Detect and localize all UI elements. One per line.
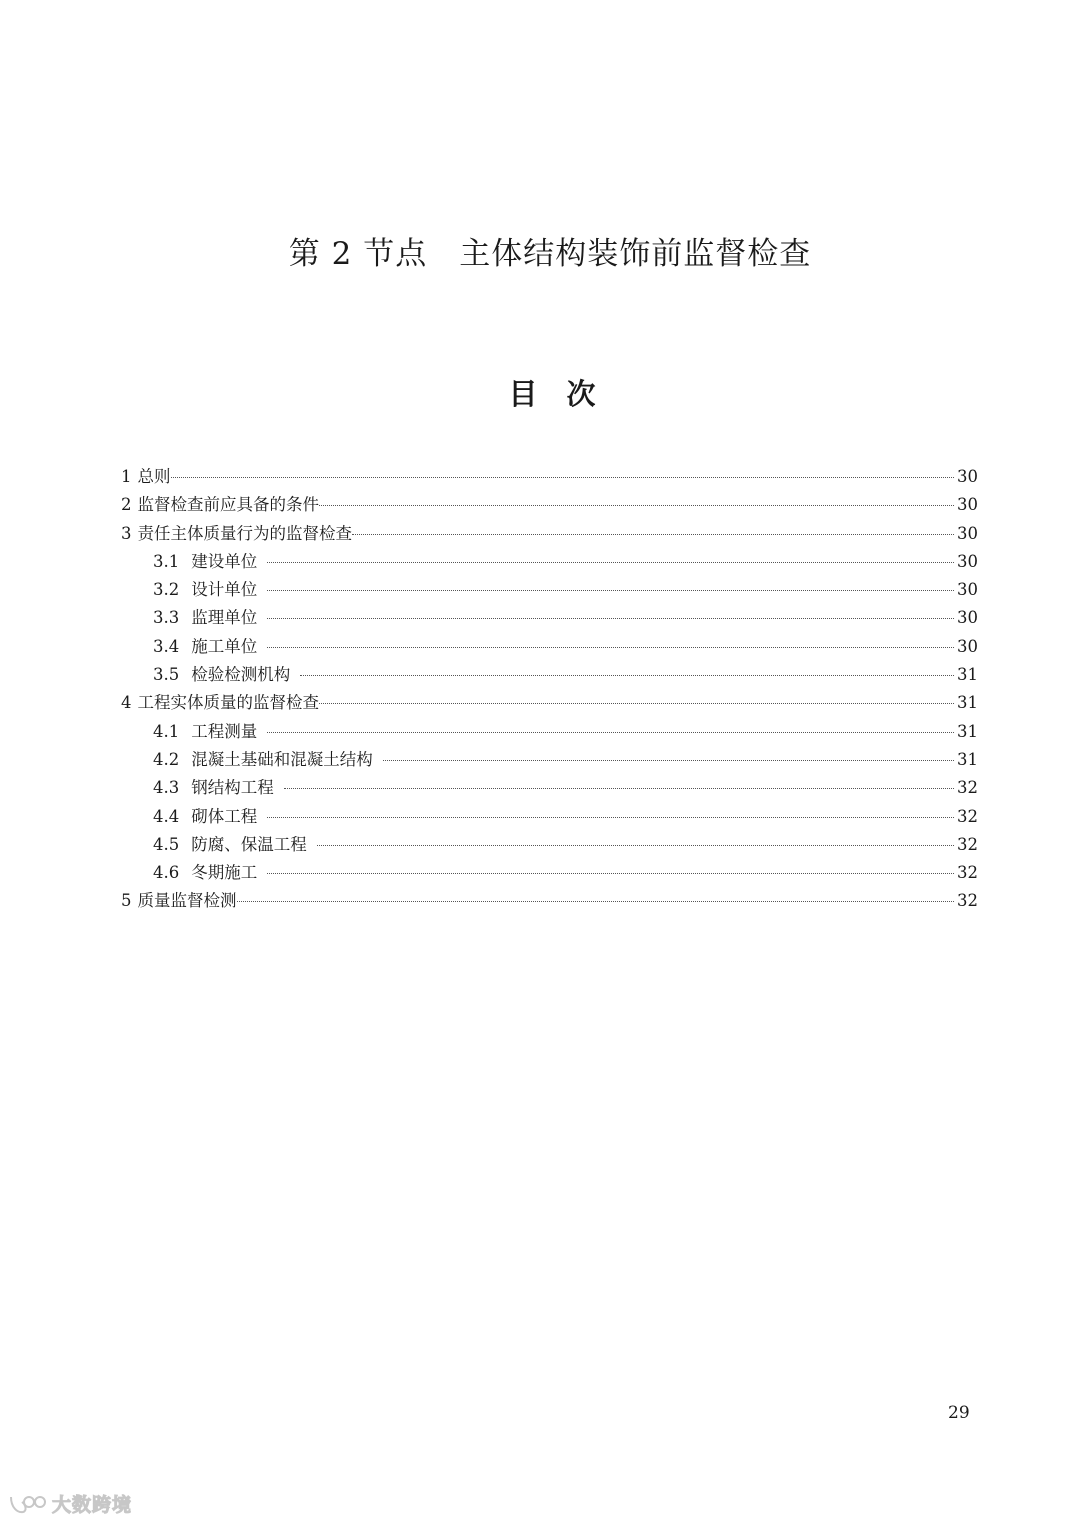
toc-leader-dots — [317, 845, 954, 846]
toc-entry[interactable] — [121, 463, 978, 491]
toc-entry-title: 砌体工程 — [191, 806, 258, 826]
toc-entry-number: 3 — [121, 523, 132, 543]
watermark — [8, 1490, 132, 1517]
toc-entry-page: 30 — [957, 636, 978, 656]
toc-entry-page: 30 — [957, 495, 978, 515]
toc-leader-dots — [300, 675, 954, 676]
toc-entry-title: 钢结构工程 — [191, 778, 274, 798]
toc-leader-dots — [267, 590, 954, 591]
toc-entry-title: 总则 — [137, 467, 171, 486]
toc-entry-title: 防腐、保温工程 — [191, 834, 307, 854]
toc-entry-page: 31 — [957, 665, 978, 685]
toc-entry[interactable] — [121, 576, 978, 604]
toc-entry[interactable] — [121, 774, 978, 802]
toc-entry-number: 4.5 — [153, 834, 180, 854]
toc-entry-title: 冬期施工 — [191, 863, 258, 883]
toc-entry[interactable] — [121, 859, 978, 887]
toc-leader-dots — [267, 562, 954, 563]
toc-leader-dots — [237, 901, 955, 902]
toc-entry-number: 5 — [121, 891, 132, 911]
toc-entry-number: 2 — [121, 495, 132, 515]
toc-entry-title: 监督检查前应具备的条件 — [137, 495, 319, 515]
toc-entry-title: 施工单位 — [191, 636, 258, 656]
toc-entry-title: 工程实体质量的监督检查 — [137, 693, 319, 713]
toc-entry[interactable] — [121, 831, 978, 859]
toc-leader-dots — [171, 477, 955, 478]
toc-entry-page: 32 — [957, 863, 978, 883]
toc-entry[interactable] — [121, 548, 978, 576]
toc-entry-page: 30 — [957, 523, 978, 543]
toc-entry-page: 31 — [957, 693, 978, 713]
toc-leader-dots — [267, 618, 954, 619]
toc-entry-page: 30 — [957, 580, 978, 600]
toc-entry[interactable] — [121, 604, 978, 632]
toc-entry[interactable] — [121, 803, 978, 831]
toc-leader-dots — [267, 732, 954, 733]
toc-leader-dots — [319, 505, 954, 506]
toc-entry-number: 4.4 — [153, 806, 180, 826]
toc-heading: 目 次 — [508, 377, 596, 411]
toc-entry-page: 32 — [957, 834, 978, 854]
wechat-channel-logo-icon — [8, 1493, 48, 1515]
toc-entry-title: 质量监督检测 — [137, 891, 237, 911]
toc-leader-dots — [284, 788, 954, 789]
toc-entry[interactable] — [121, 661, 978, 689]
toc-leader-dots — [267, 647, 954, 648]
toc-entry-number: 4.6 — [153, 863, 180, 883]
toc-entry-page: 32 — [957, 778, 978, 798]
toc-entry[interactable] — [121, 887, 978, 915]
toc-entry[interactable] — [121, 520, 978, 548]
toc-entry-page: 31 — [957, 749, 978, 769]
toc-entry-number: 3.5 — [153, 665, 180, 685]
table-of-contents — [121, 463, 978, 916]
toc-entry-page: 30 — [957, 608, 978, 628]
toc-entry-number: 4 — [121, 693, 132, 713]
toc-entry-title: 建设单位 — [191, 551, 258, 571]
toc-entry-title: 工程测量 — [191, 721, 258, 741]
toc-leader-dots — [383, 760, 954, 761]
toc-entry[interactable] — [121, 633, 978, 661]
page-number: 29 — [948, 1403, 970, 1423]
toc-leader-dots — [319, 703, 954, 704]
toc-entry-title: 检验检测机构 — [191, 665, 291, 685]
toc-entry-page: 32 — [957, 891, 978, 911]
toc-entry-title: 监理单位 — [191, 608, 258, 628]
toc-leader-dots — [352, 534, 954, 535]
toc-entry-title: 责任主体质量行为的监督检查 — [137, 523, 352, 543]
toc-entry-number: 1 — [121, 467, 132, 486]
watermark-text: 大数跨境 — [52, 1494, 133, 1516]
toc-entry-number: 3.4 — [153, 636, 180, 656]
toc-entry-page: 32 — [957, 806, 978, 826]
toc-entry[interactable] — [121, 491, 978, 519]
toc-entry-page: 30 — [957, 467, 978, 486]
toc-entry-page: 30 — [957, 551, 978, 571]
toc-entry-number: 3.1 — [153, 551, 180, 571]
toc-entry[interactable] — [121, 689, 978, 717]
toc-entry-number: 4.2 — [153, 749, 180, 769]
toc-entry-number: 4.1 — [153, 721, 180, 741]
toc-entry-page: 31 — [957, 721, 978, 741]
section-title: 第 2 节点 主体结构装饰前监督检查 — [288, 236, 812, 272]
toc-entry[interactable] — [121, 718, 978, 746]
toc-entry-number: 3.3 — [153, 608, 180, 628]
toc-entry-title: 混凝土基础和混凝土结构 — [191, 749, 373, 769]
toc-leader-dots — [267, 817, 954, 818]
toc-entry-title: 设计单位 — [191, 580, 258, 600]
toc-leader-dots — [267, 873, 954, 874]
toc-entry-number: 4.3 — [153, 778, 180, 798]
toc-entry-number: 3.2 — [153, 580, 180, 600]
toc-entry[interactable] — [121, 746, 978, 774]
